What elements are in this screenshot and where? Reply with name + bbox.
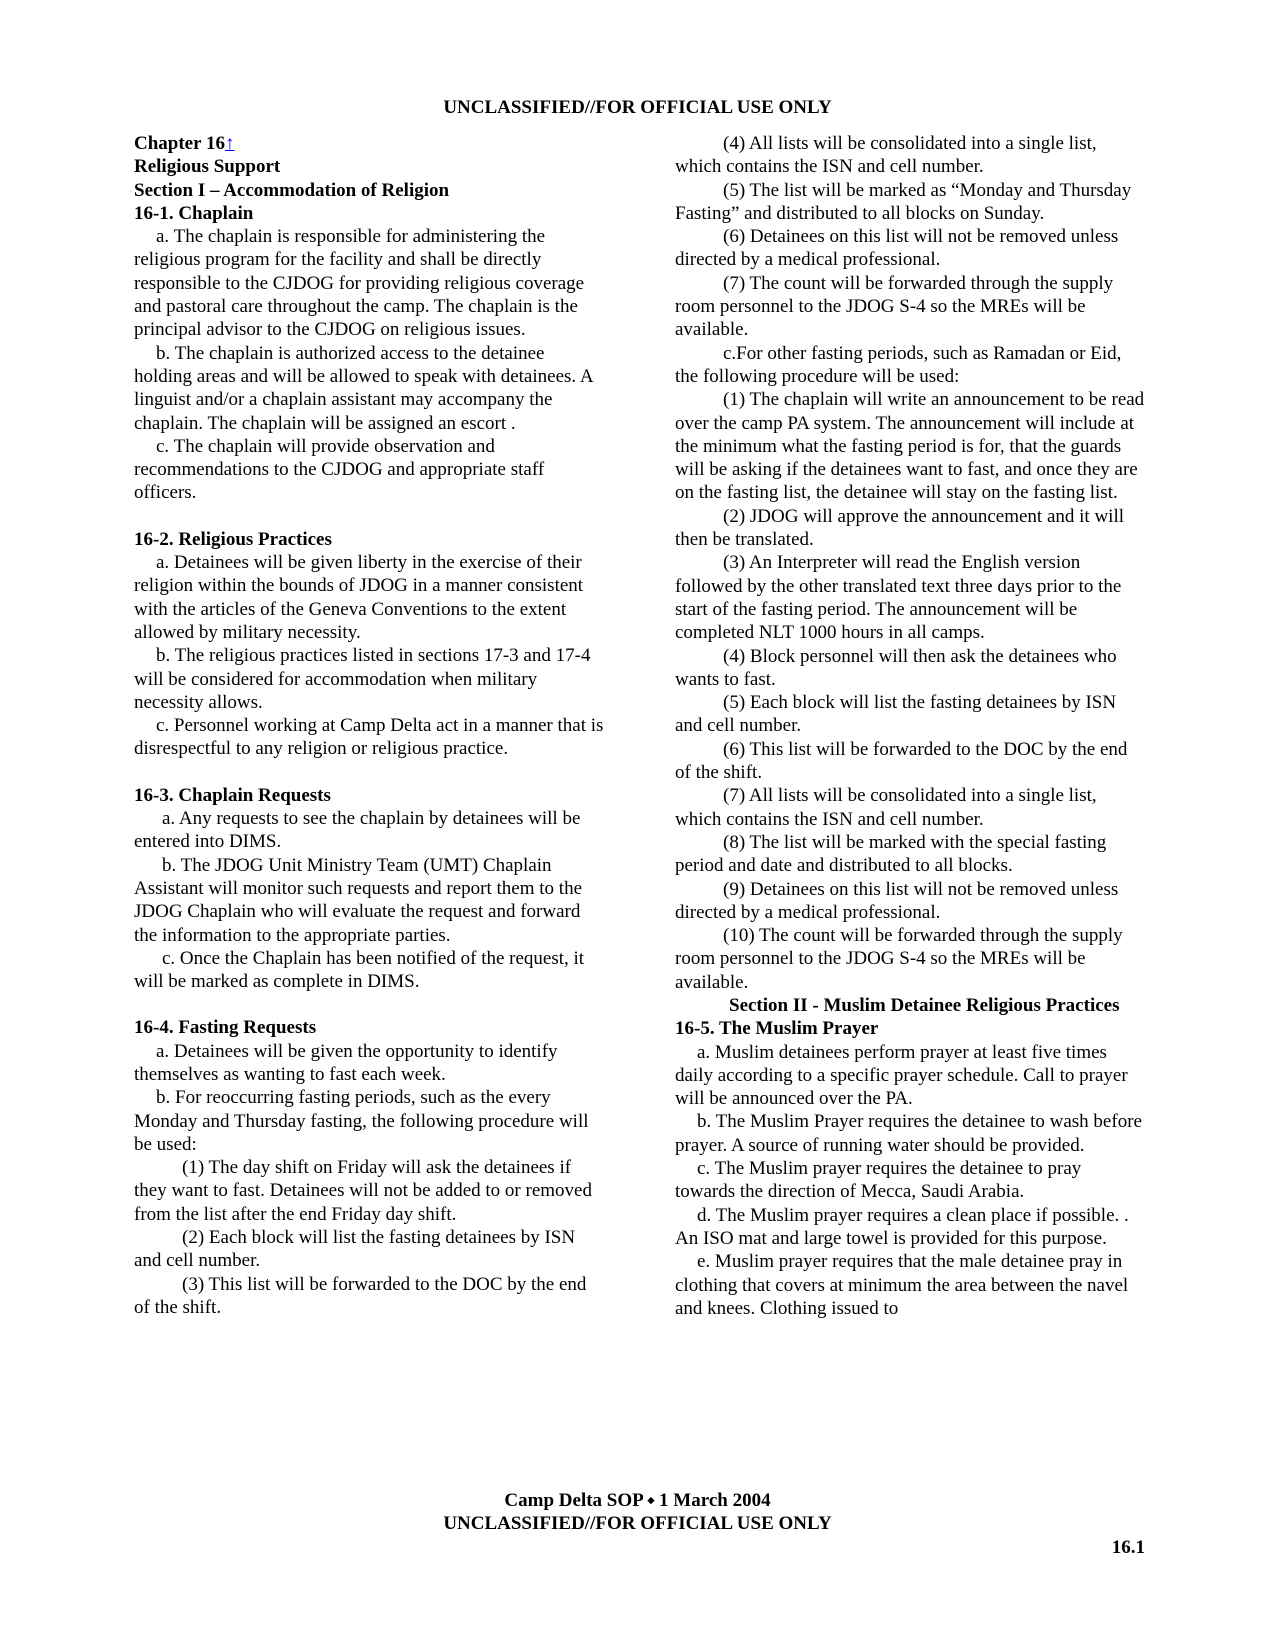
paragraph-16-4-b-1: (1) The day shift on Friday will ask the detainees if they want to fast. Detainees will not be added to or removed from the list after the end Friday day shift.: [134, 1157, 592, 1225]
paragraph-16-1-c: c. The chaplain will provide observation and recommendations to the CJDOG and appropriate staff officers.: [134, 435, 545, 504]
paragraph-16-5-e: e. Muslim prayer requires that the male detainee pray in clothing that covers at minimum the area between the navel and knees. Clothing issued to: [675, 1251, 1129, 1319]
paragraph-16-1-a: a. The chaplain is responsible for administering the religious program for the facility and shall be directly responsible to the CJDOG for providing religious coverage and pastoral care throughout the camp. The chaplain is the principal advisor to the CJDOG on religious issues.: [134, 226, 585, 341]
paragraph-16-3-b: b. The JDOG Unit Ministry Team (UMT) Chaplain Assistant will monitor such requests and report them to the JDOG Chaplain who will evaluate the request and forward the information to the appropriate parties.: [134, 854, 583, 946]
paragraph-16-4-b: b. For reoccurring fasting periods, such as the every Monday and Thursday fasting, the following procedure will be used:: [134, 1087, 589, 1155]
list-item-r11: (6) This list will be forwarded to the DOC by the end of the shift.: [675, 738, 1128, 784]
paragraph-16-2-c: c. Personnel working at Camp Delta act in a manner that is disrespectful to any religion or religious practice.: [134, 715, 604, 760]
list-item-r3: (6) Detainees on this list will not be removed unless directed by a medical professional.: [675, 226, 1119, 271]
paragraph-16-4-b-3: (3) This list will be forwarded to the DOC by the end of the shift.: [134, 1273, 587, 1318]
paragraph-16-4-a: a. Detainees will be given the opportunity to identify themselves as wanting to fast each week.: [134, 1040, 558, 1085]
chapter-subtitle: Religious Support: [134, 156, 281, 178]
list-item-r1: (4) All lists will be consolidated into a single list, which contains the ISN and cell number.: [675, 133, 1097, 178]
right-column: [675, 132, 1145, 1320]
list-item-r2: (5) The list will be marked as “Monday and Thursday Fasting” and distributed to all blocks on Sunday.: [675, 179, 1132, 224]
paragraph-16-2-b: b. The religious practices listed in sections 17-3 and 17-4 will be considered for accommodation when military necessity allows.: [134, 645, 591, 713]
paragraph-16-4-b-2: (2) Each block will list the fasting detainees by ISN and cell number.: [134, 1227, 576, 1272]
list-item-r7: (2) JDOG will approve the announcement and it will then be translated.: [675, 505, 1125, 551]
paragraph-16-3-a: a. Any requests to see the chaplain by detainees will be entered into DIMS.: [134, 808, 581, 853]
list-item-r4: (7) The count will be forwarded through the supply room personnel to the JDOG S-4 so the MREs will be available.: [675, 272, 1114, 341]
list-item-r9: (4) Block personnel will then ask the detainees who wants to fast.: [675, 645, 1117, 690]
paragraph-16-4-c: c.For other fasting periods, such as Ramadan or Eid, the following procedure will be used:: [675, 342, 1122, 387]
list-item-r14: (9) Detainees on this list will not be removed unless directed by a medical professional.: [675, 878, 1119, 923]
section-1-heading: Section I – Accommodation of Religion: [134, 179, 450, 201]
heading-16-1: 16-1. Chaplain: [134, 202, 254, 224]
list-item-r6: (1) The chaplain will write an announcement to be read over the camp PA system. The announcement will include at the minimum what the fasting period is for, that the guards will be asking if the detainees want to fast, and once they are on the fasting list, the detainee will stay on the fasting list.: [675, 389, 1145, 504]
paragraph-16-5-d: d. The Muslim prayer requires a clean place if possible. . An ISO mat and large towel is provided for this purpose.: [675, 1204, 1129, 1249]
chapter-heading: [134, 132, 606, 155]
heading-16-5: 16-5. The Muslim Prayer: [675, 1018, 879, 1040]
paragraph-16-3-c: c. Once the Chaplain has been notified of the request, it will be marked as complete in DIMS.: [134, 947, 585, 993]
list-item-r8: (3) An Interpreter will read the English version followed by the other translated text three days prior to the start of the fasting period. The announcement will be completed NLT 1000 hours in all camps.: [675, 552, 1122, 644]
paragraph-16-5-c: c. The Muslim prayer requires the detainee to pray towards the direction of Mecca, Saudi Arabia.: [675, 1158, 1082, 1203]
footer-classification: UNCLASSIFIED//FOR OFFICIAL USE ONLY: [443, 1513, 832, 1535]
list-item-r12: (7) All lists will be consolidated into a single list, which contains the ISN and cell number.: [675, 785, 1097, 830]
paragraph-16-5-b: b. The Muslim Prayer requires the detainee to wash before prayer. A source of running water should be provided.: [675, 1111, 1142, 1156]
paragraph-16-1-b: b. The chaplain is authorized access to the detainee holding areas and will be allowed to speak with detainees. A linguist and/or a chaplain assistant may accompany the chaplain. The chaplain will be assigned an escort .: [134, 342, 593, 434]
paragraph-16-2-a: a. Detainees will be given liberty in the exercise of their religion within the bounds of JDOG in a manner consistent with the articles of the Geneva Conventions to the extent allowed by military necessity.: [134, 552, 584, 643]
heading-16-3: 16-3. Chaplain Requests: [134, 784, 331, 806]
heading-16-4: 16-4. Fasting Requests: [134, 1017, 317, 1039]
paragraph-16-5-a: a. Muslim detainees perform prayer at least five times daily according to a specific prayer schedule. Call to prayer will be announced over the PA.: [675, 1041, 1128, 1110]
heading-16-2: 16-2. Religious Practices: [134, 528, 332, 550]
classification-header: UNCLASSIFIED//FOR OFFICIAL USE ONLY: [443, 97, 832, 118]
chapter-title: Chapter 16: [134, 133, 225, 154]
up-arrow-link-icon[interactable]: ↑: [224, 133, 235, 154]
section-2-heading: Section II - Muslim Detainee Religious Practices: [729, 994, 1120, 1016]
footer-document-title: Camp Delta SOP ⬩ 1 March 2004: [504, 1490, 771, 1511]
page-number: 16.1: [1111, 1537, 1145, 1558]
list-item-r15: (10) The count will be forwarded through the supply room personnel to the JDOG S-4 so the MREs will be available.: [675, 925, 1123, 993]
page-footer: [0, 1489, 1275, 1536]
list-item-r13: (8) The list will be marked with the special fasting period and date and distributed to all blocks.: [675, 831, 1107, 877]
list-item-r10: (5) Each block will list the fasting detainees by ISN and cell number.: [675, 692, 1117, 737]
left-column: [134, 132, 606, 1319]
